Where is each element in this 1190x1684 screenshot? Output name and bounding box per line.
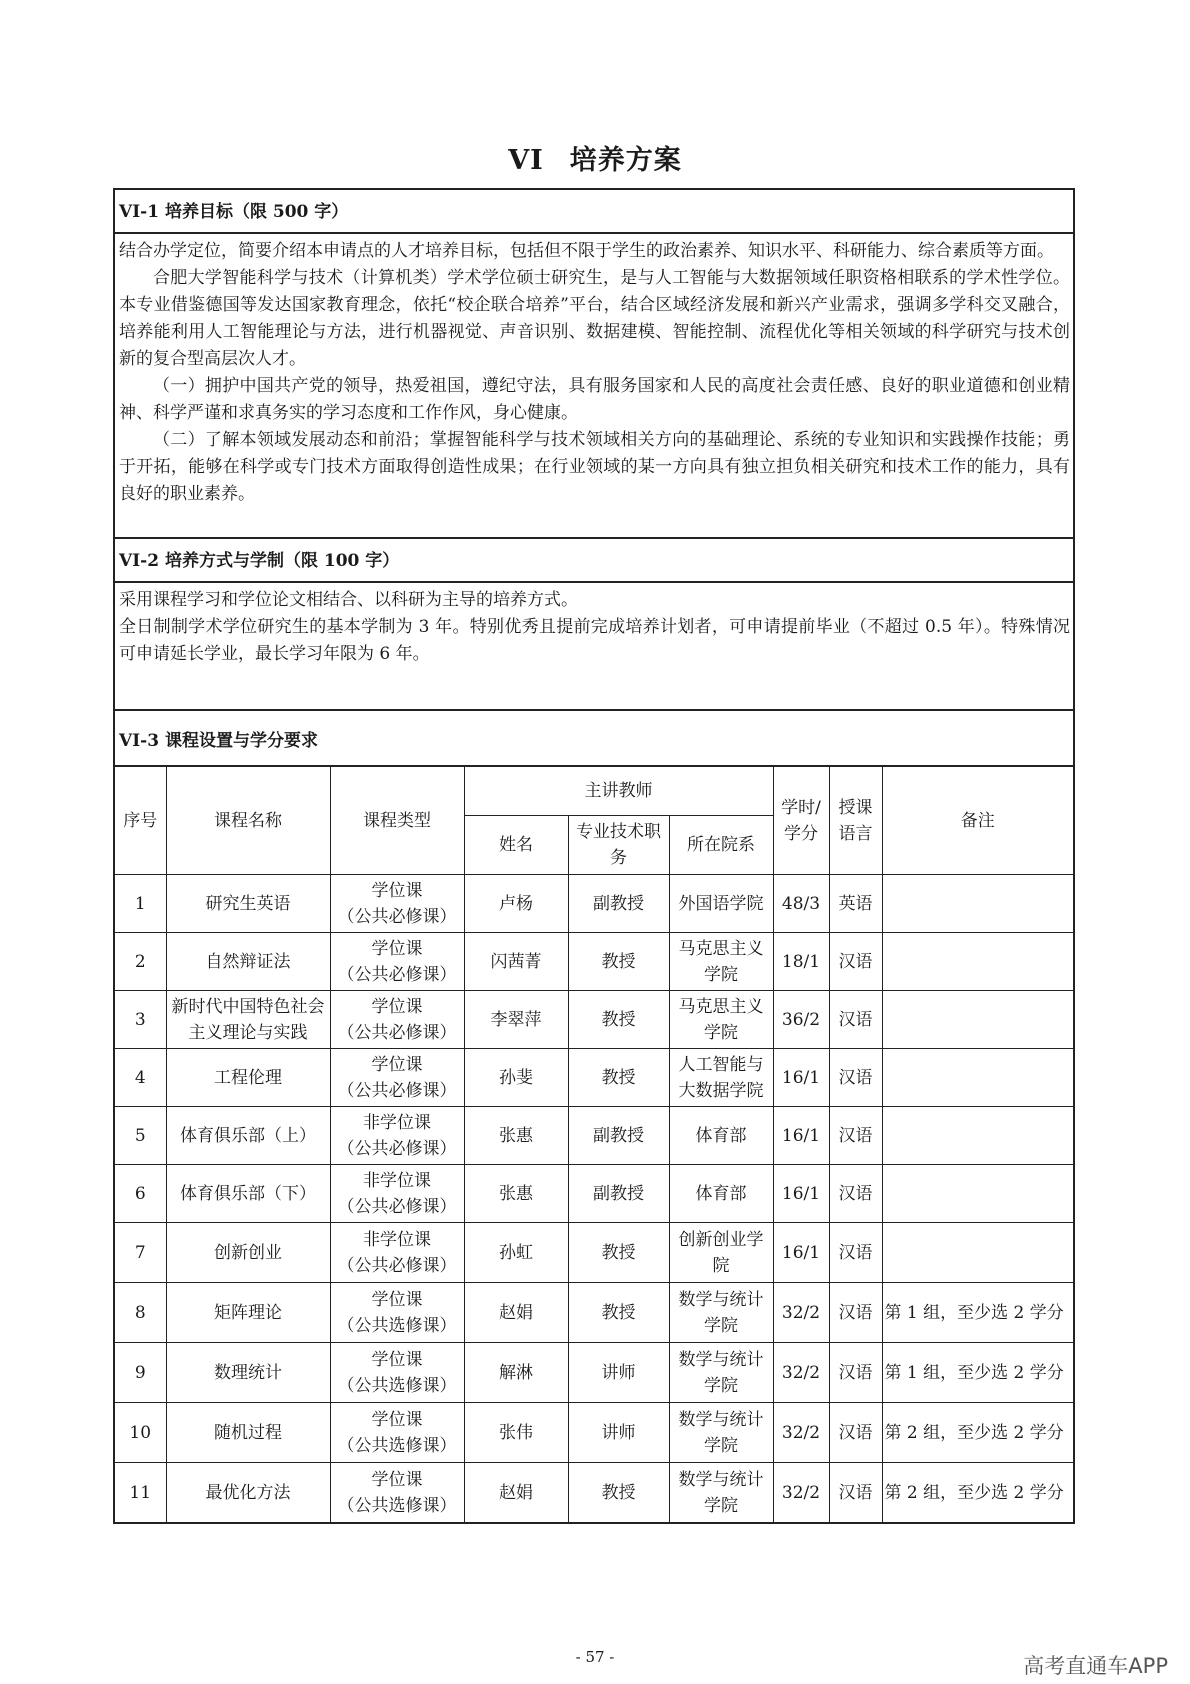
table-row <box>115 1283 1073 1343</box>
header-teacher-group: 主讲教师 <box>464 767 773 816</box>
course-type-category: 学位课 <box>371 1349 423 1370</box>
course-type-scope: （公共必修课） <box>337 906 457 927</box>
course-type-scope: （公共必修课） <box>337 1022 457 1043</box>
cell-teacher-dept: 外国语学院 <box>669 875 773 933</box>
cell-lang: 汉语 <box>829 1283 882 1343</box>
course-type-scope: （公共选修课） <box>337 1435 457 1456</box>
cell-type <box>330 1165 464 1223</box>
header-teacher-title: 专业技术职务 <box>568 816 669 875</box>
course-type-scope: （公共选修课） <box>337 1495 457 1516</box>
cell-hours: 18/1 <box>773 933 829 991</box>
cell-no: 4 <box>115 1049 166 1107</box>
course-type-scope: （公共必修课） <box>337 1080 457 1101</box>
cell-no: 1 <box>115 875 166 933</box>
course-type-category: 学位课 <box>371 996 423 1017</box>
cell-lang: 汉语 <box>829 1223 882 1283</box>
course-type-scope: （公共必修课） <box>337 1138 457 1159</box>
cell-lang: 汉语 <box>829 1049 882 1107</box>
table-row <box>115 875 1073 933</box>
cell-lang: 汉语 <box>829 1403 882 1463</box>
cell-note <box>882 991 1073 1049</box>
cell-type <box>330 1463 464 1523</box>
cell-course: 体育俱乐部（下） <box>166 1165 330 1223</box>
cell-note: 第 2 组，至少选 2 学分 <box>882 1403 1073 1463</box>
cell-type <box>330 875 464 933</box>
cell-teacher-name: 孙虹 <box>464 1223 568 1283</box>
cell-hours: 32/2 <box>773 1343 829 1403</box>
header-note: 备注 <box>882 767 1073 875</box>
header-teacher-name: 姓名 <box>464 816 568 875</box>
cell-teacher-dept: 体育部 <box>669 1165 773 1223</box>
cell-note: 第 1 组，至少选 2 学分 <box>882 1283 1073 1343</box>
cell-no: 5 <box>115 1107 166 1165</box>
cell-no: 9 <box>115 1343 166 1403</box>
cell-type <box>330 1107 464 1165</box>
table-row <box>115 1165 1073 1223</box>
cell-hours: 16/1 <box>773 1107 829 1165</box>
course-type-category: 学位课 <box>371 1469 423 1490</box>
cell-teacher-name: 张伟 <box>464 1403 568 1463</box>
header-course: 课程名称 <box>166 767 330 875</box>
cell-no: 10 <box>115 1403 166 1463</box>
course-type-scope: （公共选修课） <box>337 1315 457 1336</box>
cell-note <box>882 1223 1073 1283</box>
training-plan-form <box>113 188 1075 1524</box>
cell-course: 工程伦理 <box>166 1049 330 1107</box>
mode-line: 全日制制学术学位研究生的基本学制为 3 年。特别优秀且提前完成培养计划者，可申请提前毕业（不超过 0.5 年）。特殊情况可申请延长学业，最长学习年限为 6 年。 <box>119 617 1070 664</box>
course-type-scope: （公共必修课） <box>337 964 457 985</box>
page-number: - 57 - <box>575 1648 615 1666</box>
cell-course: 矩阵理论 <box>166 1283 330 1343</box>
table-row <box>115 1343 1073 1403</box>
cell-teacher-title: 副教授 <box>568 1165 669 1223</box>
course-type-scope: （公共必修课） <box>337 1196 457 1217</box>
cell-lang: 汉语 <box>829 991 882 1049</box>
cell-lang: 汉语 <box>829 1343 882 1403</box>
cell-no: 3 <box>115 991 166 1049</box>
cell-teacher-name: 闪茜菁 <box>464 933 568 991</box>
cell-teacher-dept: 数学与统计学院 <box>669 1463 773 1523</box>
cell-teacher-name: 张惠 <box>464 1107 568 1165</box>
course-table <box>115 767 1073 1522</box>
cell-hours: 32/2 <box>773 1463 829 1523</box>
cell-course: 自然辩证法 <box>166 933 330 991</box>
cell-course: 体育俱乐部（上） <box>166 1107 330 1165</box>
cell-teacher-title: 教授 <box>568 1283 669 1343</box>
course-type-category: 学位课 <box>371 938 423 959</box>
cell-teacher-dept: 创新创业学院 <box>669 1223 773 1283</box>
cell-teacher-dept: 数学与统计学院 <box>669 1403 773 1463</box>
section-heading-courses: VI-3 课程设置与学分要求 <box>115 711 1073 767</box>
cell-teacher-name: 张惠 <box>464 1165 568 1223</box>
header-teacher-dept: 所在院系 <box>669 816 773 875</box>
cell-lang: 汉语 <box>829 1165 882 1223</box>
cell-teacher-title: 教授 <box>568 1223 669 1283</box>
cell-course: 新时代中国特色社会主义理论与实践 <box>166 991 330 1049</box>
section-heading-objectives: VI-1 培养目标（限 500 字） <box>115 190 1073 234</box>
cell-hours: 32/2 <box>773 1283 829 1343</box>
cell-teacher-dept: 数学与统计学院 <box>669 1343 773 1403</box>
course-type-category: 学位课 <box>371 1054 423 1075</box>
cell-hours: 32/2 <box>773 1403 829 1463</box>
cell-note <box>882 875 1073 933</box>
table-row <box>115 1223 1073 1283</box>
course-type-category: 学位课 <box>371 1409 423 1430</box>
header-type: 课程类型 <box>330 767 464 875</box>
cell-teacher-title: 副教授 <box>568 875 669 933</box>
cell-note <box>882 1107 1073 1165</box>
section-heading-mode: VI-2 培养方式与学制（限 100 字） <box>115 539 1073 583</box>
header-hours: 学时/学分 <box>773 767 829 875</box>
cell-note: 第 2 组，至少选 2 学分 <box>882 1463 1073 1523</box>
mode-line: 采用课程学习和学位论文相结合、以科研为主导的培养方式。 <box>119 590 578 610</box>
cell-teacher-dept: 数学与统计学院 <box>669 1283 773 1343</box>
cell-no: 8 <box>115 1283 166 1343</box>
cell-teacher-title: 教授 <box>568 933 669 991</box>
cell-teacher-dept: 体育部 <box>669 1107 773 1165</box>
course-type-category: 学位课 <box>371 880 423 901</box>
cell-note <box>882 933 1073 991</box>
cell-teacher-name: 赵娟 <box>464 1283 568 1343</box>
table-row <box>115 1107 1073 1165</box>
cell-course: 数理统计 <box>166 1343 330 1403</box>
section-body-mode <box>115 583 1073 711</box>
objectives-instruction: 结合办学定位，简要介绍本申请点的人才培养目标，包括但不限于学生的政治素养、知识水平、科研能力、综合素质等方面。 <box>119 241 1054 261</box>
cell-hours: 16/1 <box>773 1049 829 1107</box>
table-row <box>115 1403 1073 1463</box>
cell-no: 2 <box>115 933 166 991</box>
cell-course: 最优化方法 <box>166 1463 330 1523</box>
cell-type <box>330 933 464 991</box>
course-type-category: 学位课 <box>371 1289 423 1310</box>
objectives-paragraph: （一）拥护中国共产党的领导，热爱祖国，遵纪守法，具有服务国家和人民的高度社会责任感、良好的职业道德和创业精神、科学严谨和求真务实的学习态度和工作作风，身心健康。 <box>119 376 1070 423</box>
cell-teacher-dept: 马克思主义学院 <box>669 991 773 1049</box>
cell-teacher-title: 讲师 <box>568 1403 669 1463</box>
cell-type <box>330 1343 464 1403</box>
cell-course: 研究生英语 <box>166 875 330 933</box>
table-row <box>115 1049 1073 1107</box>
course-type-category: 非学位课 <box>363 1112 431 1133</box>
cell-no: 11 <box>115 1463 166 1523</box>
objectives-paragraph: 合肥大学智能科学与技术（计算机类）学术学位硕士研究生，是与人工智能与大数据领域任职资格相联系的学术性学位。本专业借鉴德国等发达国家教育理念，依托“校企联合培养”平台，结合区域经济发展和新兴产业需求，强调多学科交叉融合，培养能利用人工智能理论与方法，进行机器视觉、声音识别、数据建模、智能控制、流程优化等相关领域的科学研究与技术创新的复合型高层次人才。 <box>119 268 1070 369</box>
page-title-text: 培养方案 <box>569 145 682 176</box>
page-title-roman: VI <box>508 145 544 176</box>
cell-teacher-name: 李翠萍 <box>464 991 568 1049</box>
watermark: 高考直通车APP <box>1023 1654 1168 1678</box>
course-type-category: 非学位课 <box>363 1229 431 1250</box>
cell-teacher-name: 赵娟 <box>464 1463 568 1523</box>
objectives-paragraph: （二）了解本领域发展动态和前沿；掌握智能科学与技术领域相关方向的基础理论、系统的专业知识和实践操作技能；勇于开拓，能够在科学或专门技术方面取得创造性成果；在行业领域的某一方向具有独立担负相关研究和技术工作的能力，具有良好的职业素养。 <box>119 430 1070 504</box>
cell-note <box>882 1049 1073 1107</box>
cell-type <box>330 1403 464 1463</box>
course-type-category: 非学位课 <box>363 1170 431 1191</box>
cell-hours: 16/1 <box>773 1165 829 1223</box>
cell-lang: 汉语 <box>829 1107 882 1165</box>
cell-no: 7 <box>115 1223 166 1283</box>
header-lang: 授课语言 <box>829 767 882 875</box>
cell-lang: 汉语 <box>829 1463 882 1523</box>
table-header-row <box>115 767 1073 816</box>
cell-teacher-title: 讲师 <box>568 1343 669 1403</box>
cell-teacher-dept: 马克思主义学院 <box>669 933 773 991</box>
cell-teacher-name: 卢杨 <box>464 875 568 933</box>
cell-type <box>330 991 464 1049</box>
cell-hours: 16/1 <box>773 1223 829 1283</box>
table-row <box>115 933 1073 991</box>
cell-note: 第 1 组，至少选 2 学分 <box>882 1343 1073 1403</box>
course-type-scope: （公共必修课） <box>337 1255 457 1276</box>
cell-note <box>882 1165 1073 1223</box>
cell-type <box>330 1283 464 1343</box>
cell-lang: 英语 <box>829 875 882 933</box>
cell-lang: 汉语 <box>829 933 882 991</box>
cell-hours: 48/3 <box>773 875 829 933</box>
cell-teacher-name: 解淋 <box>464 1343 568 1403</box>
cell-type <box>330 1049 464 1107</box>
cell-teacher-title: 教授 <box>568 1463 669 1523</box>
table-row <box>115 1463 1073 1523</box>
cell-course: 创新创业 <box>166 1223 330 1283</box>
cell-teacher-name: 孙斐 <box>464 1049 568 1107</box>
cell-teacher-dept: 人工智能与大数据学院 <box>669 1049 773 1107</box>
cell-teacher-title: 副教授 <box>568 1107 669 1165</box>
cell-course: 随机过程 <box>166 1403 330 1463</box>
cell-type <box>330 1223 464 1283</box>
table-row <box>115 991 1073 1049</box>
cell-teacher-title: 教授 <box>568 1049 669 1107</box>
page-title <box>0 138 1190 177</box>
cell-hours: 36/2 <box>773 991 829 1049</box>
header-no: 序号 <box>115 767 166 875</box>
course-type-scope: （公共选修课） <box>337 1375 457 1396</box>
cell-teacher-title: 教授 <box>568 991 669 1049</box>
cell-no: 6 <box>115 1165 166 1223</box>
section-body-objectives <box>115 234 1073 539</box>
